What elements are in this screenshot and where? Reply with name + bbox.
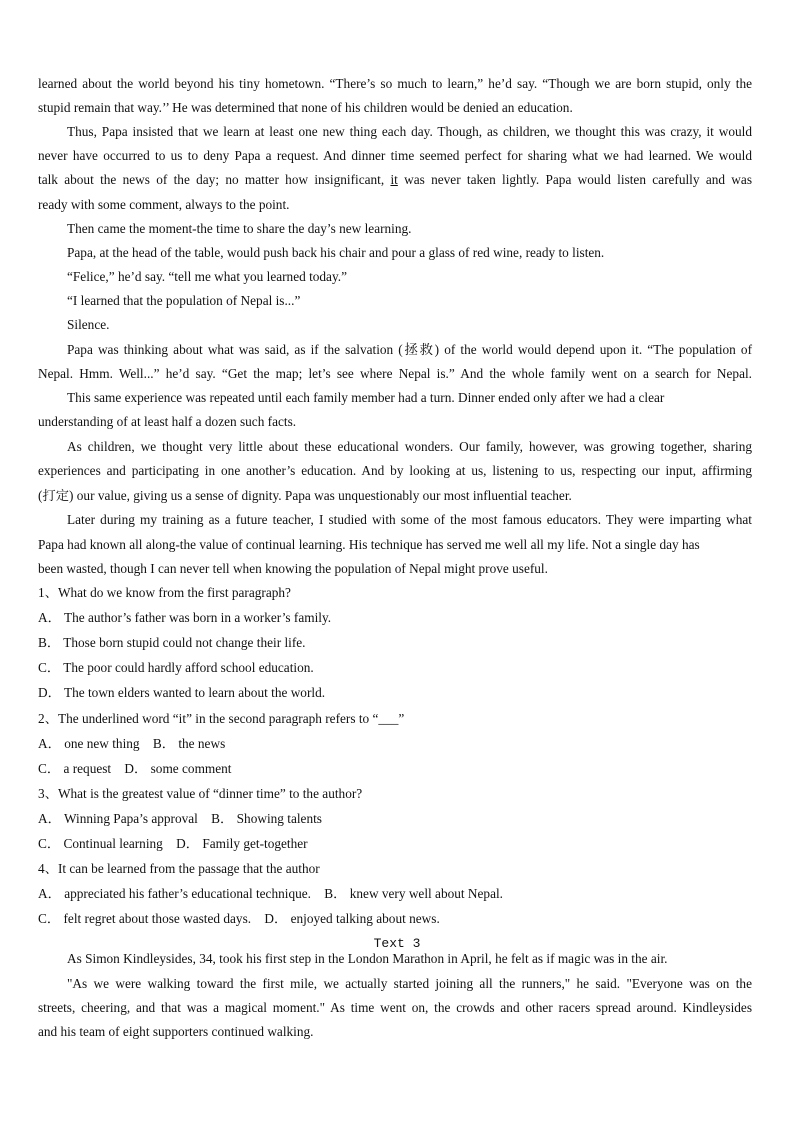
answer-options: B． Those born stupid could not change their life. [38, 635, 306, 650]
text3-line: streets, cheering, and that was a magical moment." As time went on, the crowds and other racers spread around. Kindleysides [38, 1000, 752, 1015]
answer-options: D． The town elders wanted to learn about the world. [38, 685, 326, 700]
passage-line: Nepal. Hmm. Well...” he’d say. “Get the map; let’s see where Nepal is.” And the whole family went on a search for Nepal. [38, 366, 752, 381]
passage-line: learned about the world beyond his tiny hometown. “There’s so much to learn,” he’d say. “Though we are born stupid, only the [38, 76, 752, 91]
passage-line: As children, we thought very little about these educational wonders. Our family, however, was growing together, sharing [67, 439, 752, 454]
passage-line: Silence. [67, 317, 110, 332]
text-segment: was never taken lightly. Papa would listen carefully and was [397, 172, 752, 187]
answer-options: A． appreciated his father’s educational technique. B． knew very well about Nepal. [38, 886, 503, 901]
passage-line: Then came the moment-the time to share the day’s new learning. [67, 221, 412, 236]
passage-line: been wasted, though I can never tell when knowing the population of Nepal might prove useful. [38, 561, 548, 576]
passage-line: “Felice,” he’d say. “tell me what you learned today.” [67, 269, 347, 284]
passage-line: Thus, Papa insisted that we learn at least one new thing each day. Though, as children, we thought this was crazy, it would [67, 124, 752, 139]
passage-line: ready with some comment, always to the point. [38, 197, 290, 212]
passage-line: stupid remain that way.’’ He was determined that none of his children would be denied an education. [38, 100, 573, 115]
underlined-word: it [390, 172, 398, 187]
question-stem: 1、What do we know from the first paragraph? [38, 585, 291, 600]
text3-line: As Simon Kindleysides, 34, took his first step in the London Marathon in April, he felt as if magic was in the air. [67, 951, 668, 966]
text3-line: and his team of eight supporters continued walking. [38, 1024, 314, 1039]
answer-options: C． felt regret about those wasted days. D． enjoyed talking about news. [38, 911, 440, 926]
passage-line: (打定) our value, giving us a sense of dignity. Papa was unquestionably our most influential teacher. [38, 488, 572, 503]
question-stem: 3、What is the greatest value of “dinner time” to the author? [38, 786, 363, 801]
answer-options: C． a request D． some comment [38, 761, 232, 776]
text-segment: talk about the news of the day; no matter how insignificant, [38, 172, 391, 187]
passage-line: “I learned that the population of Nepal is...” [67, 293, 301, 308]
question-stem: 2、The underlined word “it” in the second paragraph refers to “___” [38, 711, 405, 726]
passage-line: Papa had known all along-the value of continual learning. His technique has served me well all my life. Not a single day has [38, 537, 700, 552]
answer-options: A． Winning Papa’s approval B． Showing talents [38, 811, 322, 826]
passage-line: Papa was thinking about what was said, as if the salvation (拯救) of the world would depend upon it. “The population of [67, 342, 752, 357]
passage-line: Later during my training as a future teacher, I studied with some of the most famous educators. They were imparting what [67, 512, 752, 527]
section-title: Text 3 [373, 936, 421, 951]
answer-options: A． one new thing B． the news [38, 736, 226, 751]
passage-line: experiences and participating in one another’s education. And by looking at us, listening to us, respecting our input, affirming [38, 463, 752, 478]
question-stem: 4、It can be learned from the passage that the author [38, 861, 320, 876]
text3-line: "As we were walking toward the first mile, we actually started joining all the runners," he said. "Everyone was on the [67, 976, 752, 991]
answer-options: A． The author’s father was born in a worker’s family. [38, 610, 332, 625]
passage-line: understanding of at least half a dozen such facts. [38, 414, 297, 429]
answer-options: C． The poor could hardly afford school education. [38, 660, 314, 675]
passage-line: Papa, at the head of the table, would push back his chair and pour a glass of red wine, ready to listen. [67, 245, 605, 260]
answer-options: C． Continual learning D． Family get-together [38, 836, 308, 851]
passage-line: This same experience was repeated until each family member had a turn. Dinner ended only after we had a clear [67, 390, 665, 405]
passage-line [38, 172, 752, 188]
passage-line: never have occurred to us to deny Papa a request. And dinner time seemed perfect for sharing what we had learned. We would [38, 148, 752, 163]
